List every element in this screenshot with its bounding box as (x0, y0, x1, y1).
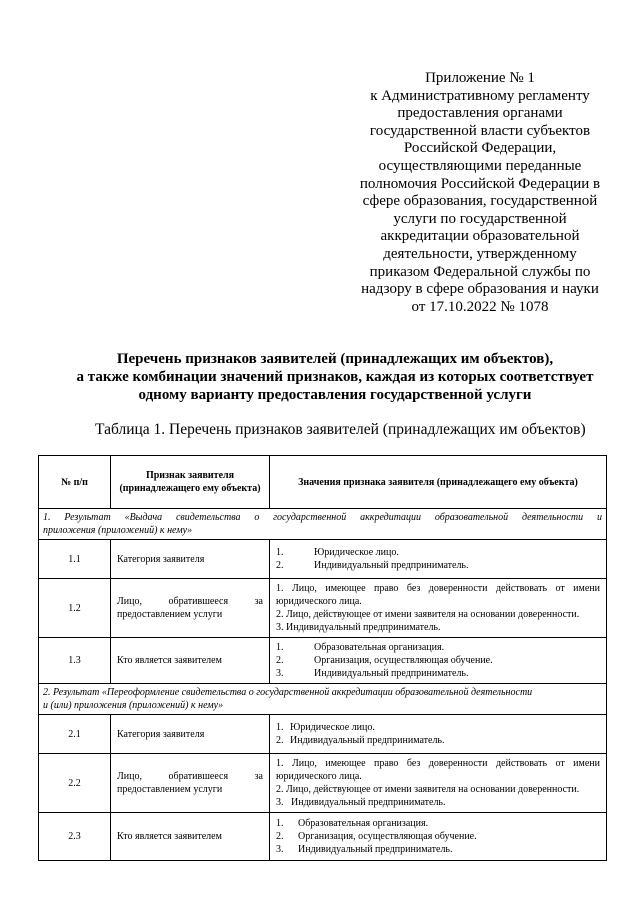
appendix-block (350, 70, 610, 316)
row-values: 1. Юридическое лицо. 2. Индивидуальный предприниматель. (270, 540, 607, 579)
row-values: 1. Лицо, имеющее право без доверенности действовать от имени юридического лица. 2. Лицо, действующее от имени заявителя на основании доверенности. 3. Индивидуальный предприниматель. (270, 579, 607, 638)
applicant-signs-table (38, 455, 607, 861)
row-number: 2.3 (39, 813, 111, 861)
appendix-line: сфере образования, государственной (362, 193, 598, 210)
appendix-line: приказом Федеральной службы по (369, 263, 591, 280)
section-title: 1. Результат «Выдача свидетельства о государственной аккредитации образовательной деятельности и приложения (приложений) к нему» (39, 509, 607, 540)
row-sign: Кто является заявителем (111, 638, 270, 684)
appendix-line: Российской Федерации, (403, 140, 557, 157)
row-values: 1. Образовательная организация. 2. Организация, осуществляющая обучение. 3. Индивидуальный предприниматель. (270, 813, 607, 861)
appendix-line: осуществляющими переданные (378, 157, 582, 174)
appendix-line: предоставления органами (397, 105, 563, 122)
section-row (39, 684, 607, 715)
appendix-line: Приложение № 1 (425, 70, 535, 86)
appendix-line: услуги по государственной (393, 210, 567, 227)
row-sign: Категория заявителя (111, 540, 270, 579)
appendix-line: к Административному регламенту (370, 87, 590, 104)
table-row (39, 813, 607, 861)
row-number: 1.1 (39, 540, 111, 579)
table-row (39, 638, 607, 684)
row-sign: Кто является заявителем (111, 813, 270, 861)
appendix-line: аккредитации образовательной (380, 228, 580, 245)
row-number: 1.2 (39, 579, 111, 638)
appendix-line: полномочия Российской Федерации в (359, 175, 601, 192)
appendix-line: от 17.10.2022 № 1078 (411, 298, 549, 315)
appendix-line: деятельности, утвержденному (383, 245, 577, 262)
row-number: 1.3 (39, 638, 111, 684)
title-line: одному варианту предоставления государственной услуги (138, 387, 532, 403)
row-values: 1. Лицо, имеющее право без доверенности действовать от имени юридического лица. 2. Лицо, действующее от имени заявителя на основании доверенности. 3. Индивидуальный предприниматель. (270, 754, 607, 813)
header-num: № п/п (39, 456, 111, 509)
table-row (39, 715, 607, 754)
section-row (39, 509, 607, 540)
document-title (40, 350, 630, 404)
header-sign: Признак заявителя (принадлежащего ему объекта) (111, 456, 270, 509)
table-row (39, 754, 607, 813)
table-row (39, 540, 607, 579)
row-sign: Категория заявителя (111, 715, 270, 754)
row-number: 2.2 (39, 754, 111, 813)
header-values: Значения признака заявителя (принадлежащего ему объекта) (270, 456, 607, 509)
table-header-row (39, 456, 607, 509)
appendix-line: надзору в сфере образования и науки (361, 281, 599, 298)
row-sign: Лицо, обратившееся за предоставлением услуги (111, 754, 270, 813)
section-title: 2. Результат «Переоформление свидетельства о государственной аккредитации образовательной деятельности и (или) приложения (приложений) к нему» (39, 684, 607, 715)
row-number: 2.1 (39, 715, 111, 754)
table-caption: Таблица 1. Перечень признаков заявителей (принадлежащих им объектов) (95, 421, 586, 438)
title-line: а также комбинации значений признаков, каждая из которых соответствует (76, 369, 594, 385)
row-values: 1. Образовательная организация. 2. Организация, осуществляющая обучение. 3. Индивидуальный предприниматель. (270, 638, 607, 684)
title-line: Перечень признаков заявителей (принадлежащих им объектов), (116, 351, 554, 367)
table-row (39, 579, 607, 638)
row-values: 1. Юридическое лицо. 2. Индивидуальный предприниматель. (270, 715, 607, 754)
appendix-line: государственной власти субъектов (369, 122, 591, 139)
row-sign: Лицо, обратившееся за предоставлением услуги (111, 579, 270, 638)
